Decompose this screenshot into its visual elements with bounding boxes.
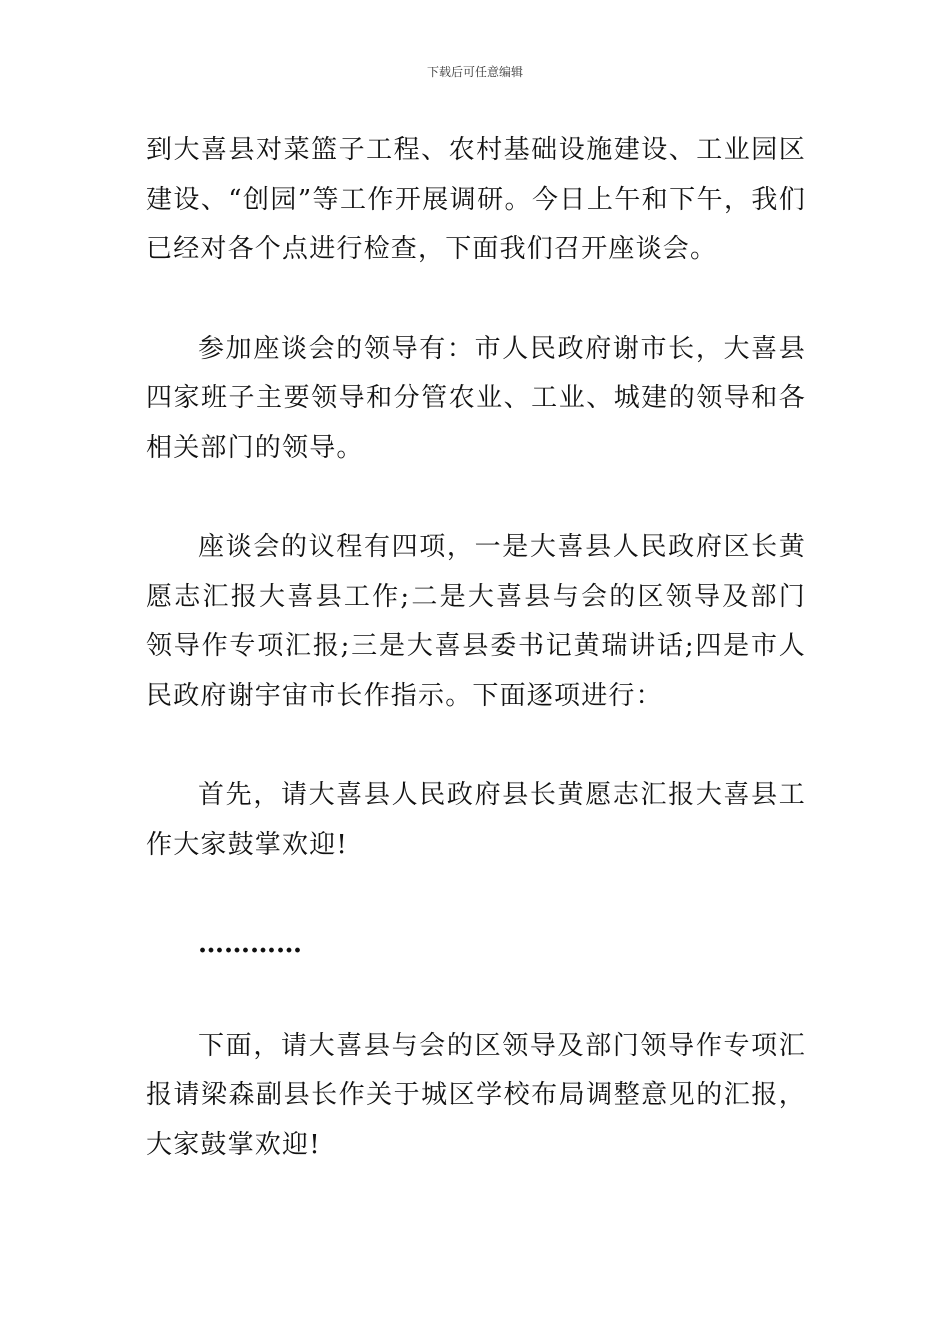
paragraph-ellipsis: ………… [198, 929, 302, 959]
paragraph-agenda: 座谈会的议程有四项，一是大喜县人民政府区长黄愿志汇报大喜县工作;二是大喜县与会的区领导及部门领导作专项汇报;三是大喜县委书记黄瑞讲话;四是市人民政府谢宇宙市长作指示。下面逐项进行： [146, 532, 806, 711]
paragraph-gap [146, 473, 806, 523]
paragraph-gap [146, 970, 806, 1022]
paragraph-attendees: 参加座谈会的领导有：市人民政府谢市长，大喜县四家班子主要领导和分管农业、工业、城建的领导和各相关部门的领导。 [146, 333, 806, 463]
paragraph-gap [146, 275, 806, 325]
paragraph-first-report: 首先，请大喜县人民政府县长黄愿志汇报大喜县工作大家鼓掌欢迎! [146, 780, 806, 860]
paragraph-gap [146, 721, 806, 771]
page-header: 下载后可任意编辑 [426, 65, 523, 79]
paragraph-intro: 到大喜县对菜篮子工程、农村基础设施建设、工业园区建设、“创园”等工作开展调研。今日上午和下午，我们已经对各个点进行检查，下面我们召开座谈会。 [146, 135, 806, 264]
paragraph-special-report: 下面，请大喜县与会的区领导及部门领导作专项汇报请梁森副县长作关于城区学校布局调整意见的汇报，大家鼓掌欢迎! [146, 1030, 806, 1160]
paragraph-gap [146, 870, 806, 920]
document-body [146, 126, 806, 1170]
